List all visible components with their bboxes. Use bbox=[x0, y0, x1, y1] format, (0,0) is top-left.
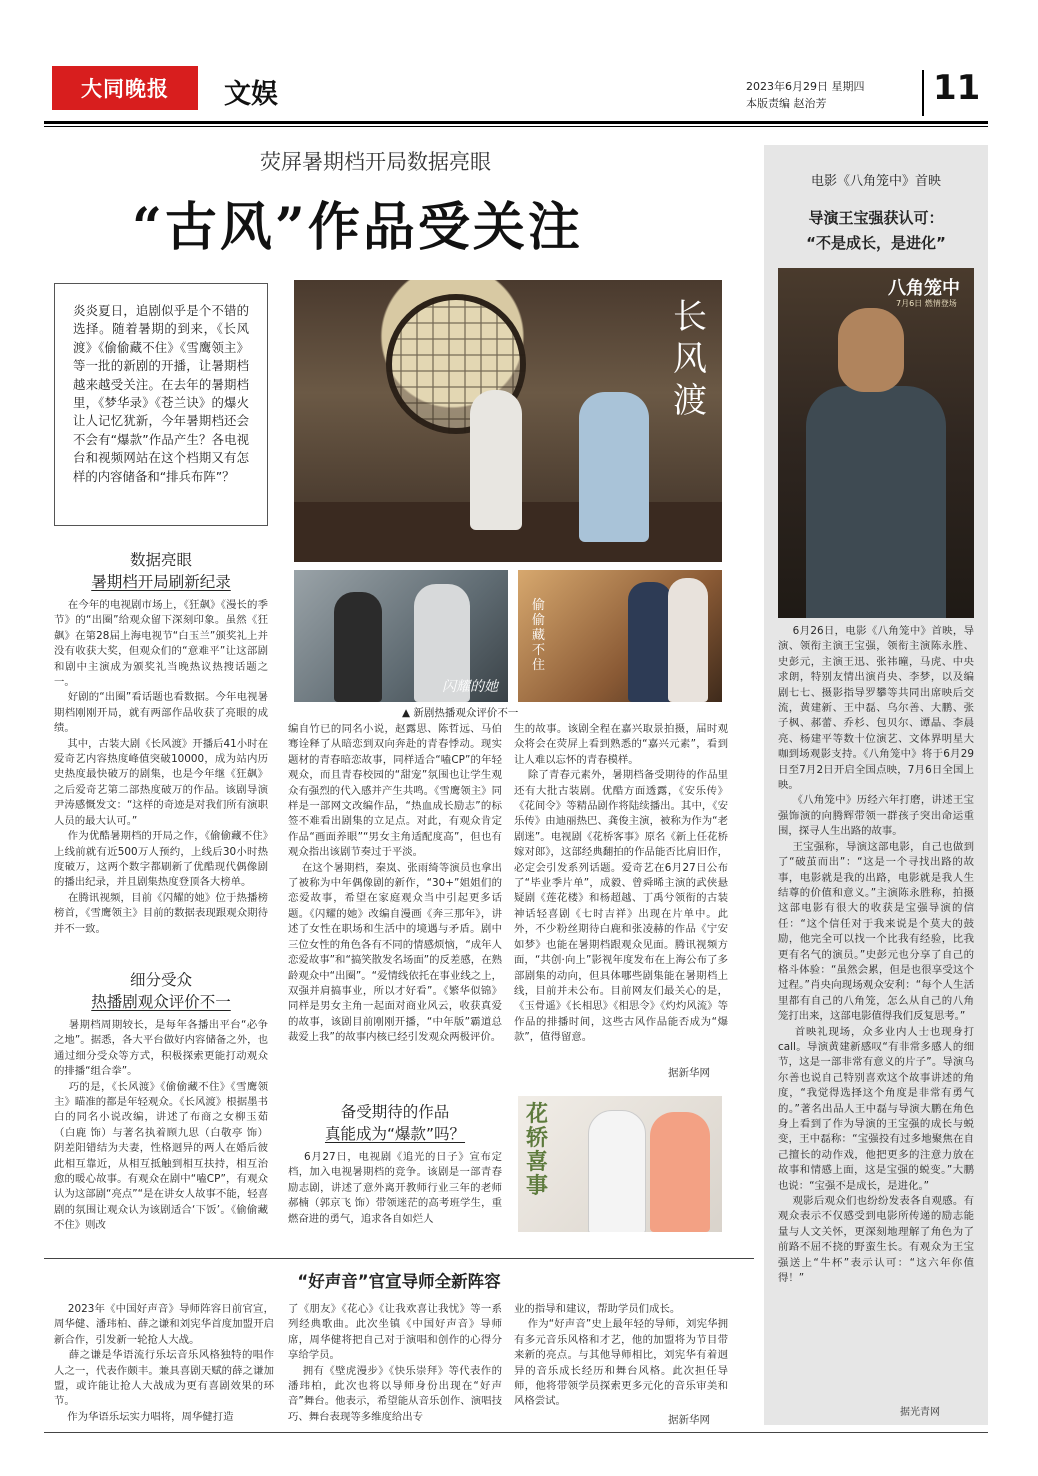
actor-figure-left bbox=[470, 390, 522, 530]
section1-heading bbox=[54, 548, 268, 592]
sidebar-title-line2: “不是成长，是进化” bbox=[806, 234, 946, 252]
page-editor: 本版责编 赵治芳 bbox=[746, 97, 827, 110]
page-number: 11 bbox=[933, 68, 981, 108]
image-caption: ▲ 新剧热播观众评价不一 bbox=[402, 707, 519, 719]
masthead-rule bbox=[44, 121, 988, 124]
actor-figure-right bbox=[579, 392, 649, 542]
mid-column-1: 编自竹已的同名小说，赵露思、陈哲远、马伯骞诠释了从暗恋到双向奔赴的青春悸动。现实题材的青春暗恋故事，同样适合“嗑CP”的年轻观众，而且青春校园的“甜宠”氛围也让学生观众有强烈的代入感并产生共鸣。《雪鹰领主》同样是一部网文改编作品，“热血成长励志”的标签不难看出剧集的立足点。对此，有观众肯定作品“画面养眼”“男女主角适配度高”，但也有观众指出该剧节奏过于平淡。 在这个暑期档，秦岚、张雨绮等演员也拿出了被称为中年偶像剧的新作，“30+”姐姐们的恋爱故事，希望在家庭观众当中引起更多话题。《闪耀的她》改编自漫画《奔三那年》，讲述了女性在职场和生活中的境遇与矛盾。剧中三位女性的角色各有不同的情感烦恼，“成年人恋爱故事”和“搞笑散发名场面”的反差感，在熟龄观众中“出圈”。“爱情线依托在事业线之上，双强并肩搞事业，所以才好看”。《繁华似锦》同样是男女主角一起面对商业风云，收获真爱的故事，该剧目前刚刚开播，“中年版”霸道总裁爱上我”的故事内核已经引发观众两极评价。 bbox=[288, 723, 502, 1044]
page-bottom-rule bbox=[44, 1432, 988, 1433]
sidebar-source-credit: 据光青网 bbox=[900, 1407, 940, 1418]
poster-title: 八角笼中 bbox=[888, 278, 960, 299]
actor-body-shape bbox=[806, 386, 946, 618]
image-overlay-title: 花轿喜事 bbox=[526, 1101, 549, 1199]
actor-figure bbox=[334, 592, 382, 702]
actor-figure bbox=[588, 1110, 646, 1232]
newspaper-logo: 大同晚报 bbox=[52, 66, 198, 110]
bottom-story-title: “好声音”官宣导师全新阵容 bbox=[297, 1272, 501, 1291]
sidebar-kicker: 电影《八角笼中》首映 bbox=[810, 174, 941, 189]
source-credit: 据新华网 bbox=[668, 1067, 710, 1079]
bottom-column-2: 了《朋友》《花心》《让我欢喜让我忧》等一系列经典歌曲。此次坐镇《中国好声音》导师席，周华健将把自己对于演唱和创作的心得分享给学员。 拥有《壁虎漫步》《快乐崇拜》等代表作的潘玮柏，此次也将以导师身份出现在“好声音”舞台。他表示，希望能从音乐创作、演唱技巧、舞台表现等多维度给出专 bbox=[288, 1303, 502, 1423]
drama-calligraphy-title: 长风渡 bbox=[673, 297, 707, 421]
sidebar-title-line1: 导演王宝强获认可： bbox=[808, 209, 944, 227]
section3-heading bbox=[288, 1100, 502, 1144]
section3-body: 6月27日，电视剧《追光的日子》宣布定档，加入电视暑期档的竞争。该剧是一部青春励志剧，讲述了意外离开教师行业三年的老师郝楠（郭京飞 饰）带领迷茫的高考班学生，重燃奋进的勇气，追求各自如烂人 bbox=[288, 1151, 502, 1225]
actor-face-shape bbox=[838, 308, 904, 392]
bottom-column-3: 业的指导和建议，帮助学员们成长。 作为“好声音”史上最年轻的导师，刘宪华拥有多元音乐风格和才艺，他的加盟将为节目带来新的亮点。与其他导师相比，刘宪华有着迥异的音乐成长经历和舞台风格。此次担任导师，他将带领学员探索更多元化的音乐审美和风格尝试。 bbox=[514, 1303, 728, 1408]
section2-body: 暑期档周期较长，是每年各播出平台“必争之地”。据悉，各大平台做好内容储备之外，也通过细分受众等方式，积极探索更能打动观众的排播“组合拳”。 巧的是，《长风渡》《偷偷藏不住》《雪鹰领主》瞄准的都是年轻观众。《长风渡》根据墨书白的同名小说改编，讲述了布商之女柳玉茹（白鹿 饰）与著名执着顾九思（白敬亭 饰）阴差阳错结为夫妻，性格迥异的两人在婚后彼此相互靠近，从相互抵触到相互扶持，相互治愈的暖心故事。有观众在剧中“嗑CP”，有观众认为这部剧“亮点”“是在讲女人故事不能，轻喜剧的氛围让观众认为该剧适合‘下饭’。《偷偷藏不住》则改 bbox=[54, 1019, 268, 1232]
section1-title-line2: 暑期档开局刷新纪录 bbox=[91, 573, 231, 591]
mid-column-2: 生的故事。该剧全程在嘉兴取景拍摄，届时观众将会在荧屏上看到熟悉的“嘉兴元素”，看到让人难以忘怀的青春模样。 除了青春元素外，暑期档备受期待的作品里还有大批古装剧。优酷方面透露，《安乐传》《花间令》等精品剧作将陆续播出。其中，《安乐传》由迪丽热巴、龚俊主演，被称为作为“老剧迷”。电视剧《花桥客事》原名《新上任花桥嫁对郎》，这部经典翻拍的作品能否比肩旧作，必定会引发系列话题。爱奇艺在6月27日公布了“毕业季片单”，成毅、曾舜晞主演的武侠悬疑剧《莲花楼》和杨超越、丁禹兮领衔的古装神话轻喜剧《七时吉祥》出现在片单中。此外，不少粉丝期待白鹿和张凌赫的作品《宁安如梦》也能在暑期档跟观众见面。腾讯视频方面，“共创·向上”影视年度发布在上海公布了多部剧集的动向，但具体哪些剧集能在暑期档上线，目前并未公布。目前网友们最关心的是，《玉骨遥》《长相思》《相思令》《灼灼风流》等作品的排播时间，这些古风作品能否成为“爆款”，值得留意。 bbox=[514, 723, 728, 1044]
movie-poster-image bbox=[778, 268, 974, 618]
section2-title-line1: 细分受众 bbox=[129, 971, 192, 989]
bottom-source-credit: 据新华网 bbox=[668, 1414, 710, 1426]
poster-date: 7月6日 燃情登场 bbox=[896, 299, 957, 308]
sidebar-body: 6月26日，电影《八角笼中》首映，导演、领衔主演王宝强，领衔主演陈永胜、史彭元，主演王迅、张祎曈，马虎、中央求朗，特别友情出演肖央、李梦，以及编剧七七、摄影指导罗攀等共同出席映后交流，黄建新、王中磊、乌尔善、大鹏、张子枫、郝蕾、乔杉、包贝尔、谭晶、李晨亮、杨建平等数十位演艺、文体界明星大咖到场观影支持。《八角笼中》将于6月29日至7月2日开启全国点映，7月6日全国上映。 《八角笼中》历经六年打磨，讲述王宝强饰演的向腾辉带领一群孩子突出命运重围，探寻人生出路的故事。 王宝强称，导演这部电影，自己也做到了“破茧而出”：“这是一个寻找出路的故事，电影就是我的出路，电影就是我人生结尊的价值和意义。”主演陈永胜称，拍摄这部电影有很大的收获是宝强导演的信任：“这个信任对于我来说是个莫大的鼓励，他完全可以找一个比我有经验，比我更有名气的演员。”史彭元也分享了自己的格斗体验：“虽然会累，但是也很享受这个过程。”肖央向现场观众安利：“每个人生活里都有自己的八角笼，怎么从自己的八角笼打出来，这部电影值得我们反复思考。” 首映礼现场，众多业内人士也现身打call。导演黄建新感叹“有非常多感人的细节，这是一部非常有意义的片子”。导演乌尔善也说自己特别喜欢这个故事讲述的角度，“我觉得选择这个角度是非常有勇气的。”著名出品人王中磊与导演大鹏在角色身上看到了作为导演的王宝强的成长与蜕变，王中磊称：“宝强投有过多地聚焦在自己擅长的动作戏，他把更多的注意力放在故事和情感上面，这是宝强的蜕变。”大鹏也说：“宝强不是成长，是进化。” 观影后观众们也纷纷发表各自观感。有观众表示不仅感受到电影所传递的励志能量与人文关怀，更深刻地理解了角色为了前路不屈不挠的野蛮生长。有观众为王宝强送上“牛杯”表示认可：“这六年你值得！” bbox=[778, 625, 974, 1285]
section3-title-line1: 备受期待的作品 bbox=[340, 1103, 450, 1121]
section2-title-line2: 热播剧观众评价不一 bbox=[91, 993, 231, 1011]
actor-figure bbox=[628, 582, 672, 702]
section-title: 文娱 bbox=[224, 79, 278, 110]
section1-title-line1: 数据亮眼 bbox=[129, 551, 192, 569]
actor-figure bbox=[650, 1112, 710, 1232]
issue-date: 2023年6月29日 星期四 bbox=[746, 80, 865, 93]
image-overlay-title: 偷偷藏不住 bbox=[532, 598, 546, 673]
actor-figure bbox=[668, 578, 708, 702]
shanyao-de-ta-still-image bbox=[294, 570, 508, 702]
section1-body: 在今年的电视剧市场上，《狂飙》《漫长的季节》的“出圈”给观众留下深刻印象。虽然《狂飙》在第28届上海电视节“白玉兰”颁奖礼上并没有收获大奖，但观众们的“意难平”让这部剧和剧中主演成为颁奖礼当晚热议热搜话题之一。 好剧的“出圈”看话题也看数据。今年电视暑期档刚刚开局，就有两部作品收获了亮眼的成绩。 其中，古装大剧《长风渡》开播后41小时在爱奇艺内容热度峰值突破10000，成为站内历史热度最快破万的剧集，也是今年继《狂飙》之后爱奇艺第二部热度破万的作品。该剧导演尹涛感慨发文：“这样的奇迹是对我们所有演职人员的最大认可。” 作为优酷暑期档的开局之作，《偷偷藏不住》上线前就有近500万人预约，上线后30小时热度破万，这两个数字都刷新了优酷现代偶像剧的播出纪录，并且剧集热度登顶各大榜单。 在腾讯视频，目前《闪耀的她》位于热播榜榜首，《雪鹰领主》目前的数据表现跟观众期待并不一致。 bbox=[54, 599, 268, 935]
masthead-divider bbox=[922, 70, 924, 116]
article-subhead: 荧屏暑期档开局数据亮眼 bbox=[260, 150, 491, 174]
toutou-cangbuzhu-still-image bbox=[518, 570, 722, 702]
lede-box bbox=[54, 283, 268, 526]
masthead-rule-thin bbox=[44, 126, 988, 127]
article-headline: “古风”作品受关注 bbox=[132, 197, 583, 258]
huajiao-xishi-still-image bbox=[518, 1096, 722, 1232]
section3-title-line2: 真能成为“爆款”吗？ bbox=[324, 1125, 466, 1143]
bottom-story-rule bbox=[44, 1258, 754, 1259]
lede-text: 炎炎夏日，追剧似乎是个不错的选择。随着暑期的到来，《长风渡》《偷偷藏不住》《雪鹰领主》等一批的新剧的开播，让暑期档越来越受关注。在去年的暑期档里，《梦华录》《苍兰诀》的爆火让人记忆犹新，今年暑期档还会不会有“爆款”作品产生？各电视台和视频网站在这个档期又有怎样的内容储备和“排兵布阵”？ bbox=[73, 303, 249, 484]
changfengdu-still-image bbox=[294, 280, 722, 562]
section2-heading bbox=[54, 968, 268, 1012]
bottom-column-1: 2023年《中国好声音》导师阵容日前官宣，周华健、潘玮柏、薛之谦和刘宪华首度加盟开启新合作，引发新一轮抢人大战。 薛之谦是华语流行乐坛音乐风格独特的唱作人之一，代表作颇丰。兼具喜剧天赋的薛之谦加盟，或许能让抢人大战成为更有喜剧效果的环节。 作为华语乐坛实力唱将，周华健打造 bbox=[54, 1303, 274, 1423]
image-overlay-title: 闪耀的她 bbox=[442, 679, 498, 695]
